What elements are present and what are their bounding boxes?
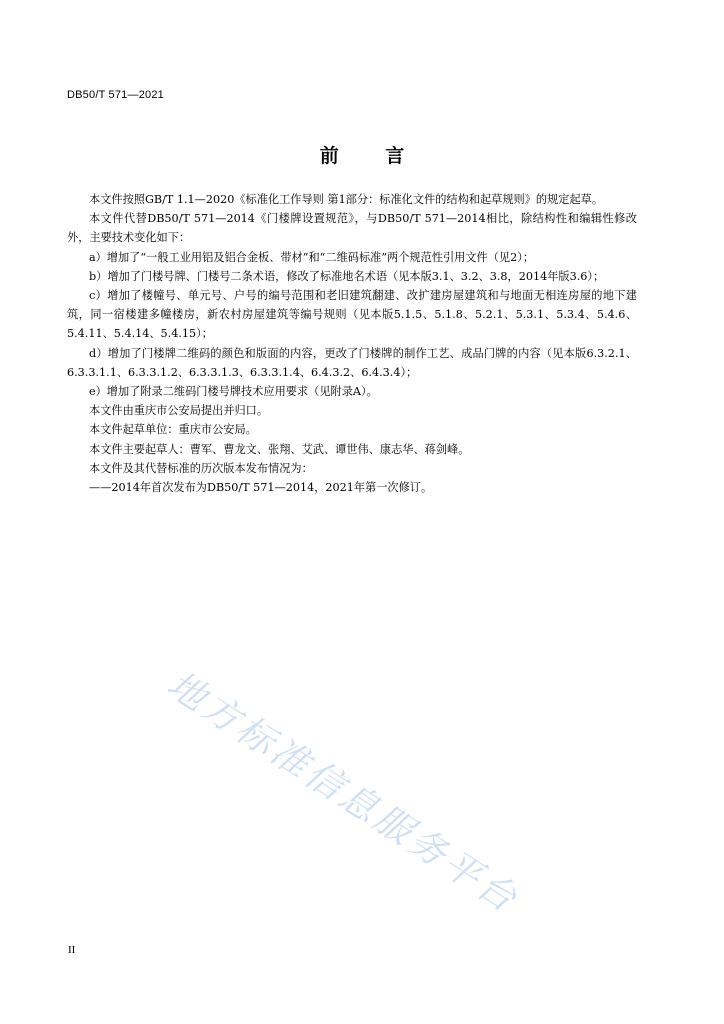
list-item: c）增加了楼幢号、单元号、户号的编号范围和老旧建筑翻建、改扩建房屋建筑和与地面无相连房屋的地下建筑，同一宿楼建多幢楼房，新农村房屋建筑等编号规则（见本版5.1.5、5.1.8、5.2.1、5.3.1、5.3.4、5.4.6、5.4.11、5.4.14、5.4.15）；	[67, 289, 637, 341]
paragraph: 本文件及其代替标准的历次版本发布情况为：	[89, 461, 313, 475]
paragraph: 本文件起草单位：重庆市公安局。	[89, 423, 257, 437]
document-body	[67, 190, 637, 497]
list-item: b）增加了门楼号牌、门楼号二条术语，修改了标准地名术语（见本版3.1、3.2、3.8，2014年版3.6）；	[89, 269, 605, 283]
paragraph: 本文件按照GB/T 1.1—2020《标准化工作导则 第1部分：标准化文件的结构和起草规则》的规定起草。	[89, 193, 604, 206]
watermark: 地方标准信息服务平台	[159, 662, 527, 922]
page-number: II	[68, 944, 76, 956]
list-item: d）增加了门楼牌二维码的颜色和版面的内容，更改了门楼牌的制作工艺、成品门牌的内容（见本版6.3.2.1、6.3.3.1.1、6.3.3.1.2、6.3.3.1.3、6.3.3.1.4、6.4.3.2、6.4.3.4）；	[67, 346, 637, 379]
document-code: DB50/T 571—2021	[67, 89, 164, 101]
paragraph: 本文件由重庆市公安局提出并归口。	[89, 404, 269, 418]
paragraph: ——2014年首次发布为DB50/T 571—2014，2021年第一次修订。	[89, 481, 433, 495]
list-item: a）增加了“一般工业用铝及铝合金板、带材”和“二维码标准”两个规范性引用文件（见2）；	[89, 250, 535, 264]
paragraph: 本文件代替DB50/T 571—2014《门楼牌设置规范》，与DB50/T 571—2014相比，除结构性和编辑性修改外，主要技术变化如下：	[67, 212, 637, 245]
page-title: 前 言	[319, 145, 425, 167]
list-item: e）增加了附录二维码门楼号牌技术应用要求（见附录A）。	[89, 385, 378, 399]
paragraph: 本文件主要起草人：曹军、曹龙文、张翔、艾武、谭世伟、康志华、蒋剑峰。	[89, 442, 470, 456]
